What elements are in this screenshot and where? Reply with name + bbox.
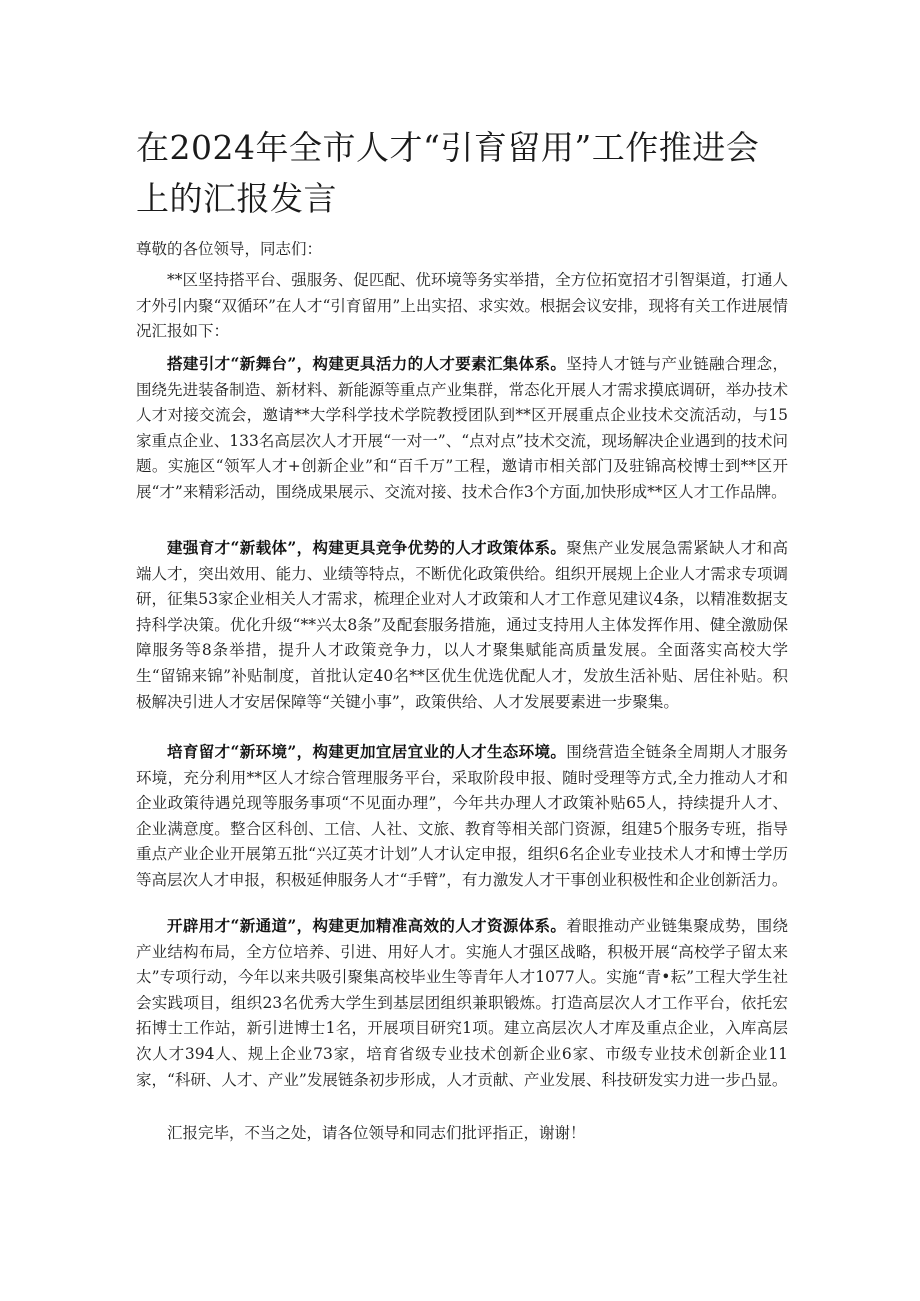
closing-paragraph: 汇报完毕，不当之处，请各位领导和同志们批评指正，谢谢！ xyxy=(167,1124,586,1142)
section-body: 围绕营造全链条全周期人才服务环境，充分利用**区人才综合管理服务平台，采取阶段申报、随时受理等方式,全力推动人才和企业政策待遇兑现等服务事项“不见面办理”，今年共办理人才政策补贴65人，持续提升人才、企业满意度。整合区科创、工信、人社、文旅、教育等相关部门资源，组建5个服务专班，指导重点产业企业开展第五批“兴辽英才计划”人才认定申报，组织6名企业专业技术人才和博士学历等高层次人才申报，积极延伸服务人才“手臂”，有力激发人才干事创业积极性和企业创新活力。 xyxy=(136,743,788,889)
section-body: 坚持人才链与产业链融合理念，围绕先进装备制造、新材料、新能源等重点产业集群，常态化开展人才需求摸底调研，举办技术人才对接交流会，邀请**大学科学技术学院教授团队到**区开展重点企业技术交流活动，与15家重点企业、133名高层次人才开展“一对一”、“点对点”技术交流，现场解决企业遇到的技术问题。实施区“领军人才+创新企业”和“百千万”工程，邀请市相关部门及驻锦高校博士到**区开展“才”来精彩活动，围绕成果展示、交流对接、技术合作3个方面,加快形成**区人才工作品牌。 xyxy=(136,355,788,501)
section-paragraph xyxy=(136,739,788,894)
intro-paragraph: **区坚持搭平台、强服务、促匹配、优环境等务实举措，全方位拓宽招才引智渠道，打通人才外引内聚“双循环”在人才“引育留用”上出实招、求实效。根据会议安排，现将有关工作进展情况汇报如下： xyxy=(136,271,788,341)
section-heading: 搭建引才“新舞台”，构建更具活力的人才要素汇集体系。 xyxy=(167,354,567,373)
section-paragraph xyxy=(136,535,788,715)
section-heading: 开辟用才“新通道”，构建更加精准高效的人才资源体系。 xyxy=(167,916,567,935)
section-heading: 培育留才“新环境”，构建更加宜居宜业的人才生态环境。 xyxy=(167,742,567,761)
section-heading: 建强育才“新载体”，构建更具竞争优势的人才政策体系。 xyxy=(167,538,567,557)
document-title: 在2024年全市人才“引育留用”工作推进会上的汇报发言 xyxy=(136,128,760,218)
section-body: 着眼推动产业链集聚成势，围绕产业结构布局，全方位培养、引进、用好人才。实施人才强区战略，积极开展“高校学子留太来太”专项行动，今年以来共吸引聚集高校毕业生等青年人才1077人。实施“青•耘”工程大学生社会实践项目，组织23名优秀大学生到基层团组织兼职锻炼。打造高层次人才工作平台，依托宏拓博士工作站，新引进博士1名，开展项目研究1项。建立高层次人才库及重点企业，入库高层次人才394人、规上企业73家，培育省级专业技术创新企业6家、市级专业技术创新企业11家，“科研、人才、产业”发展链条初步形成，人才贡献、产业发展、科技研发实力进一步凸显。 xyxy=(136,917,788,1089)
salutation: 尊敬的各位领导，同志们： xyxy=(136,240,323,258)
section-body: 聚焦产业发展急需紧缺人才和高端人才，突出效用、能力、业绩等特点，不断优化政策供给。组织开展规上企业人才需求专项调研，征集53家企业相关人才需求，梳理企业对人才政策和人才工作意见建议4条，以精准数据支持科学决策。优化升级“**兴太8条”及配套服务措施，通过支持用人主体发挥作用、健全激励保障服务等8条举措，提升人才政策竞争力，以人才聚集赋能高质量发展。全面落实高校大学生“留锦来锦”补贴制度，首批认定40名**区优生优选优配人才，发放生活补贴、居住补贴。积极解决引进人才安居保障等“关键小事”，政策供给、人才发展要素进一步聚集。 xyxy=(136,539,788,711)
section-paragraph xyxy=(136,913,788,1093)
section-paragraph xyxy=(136,351,788,506)
